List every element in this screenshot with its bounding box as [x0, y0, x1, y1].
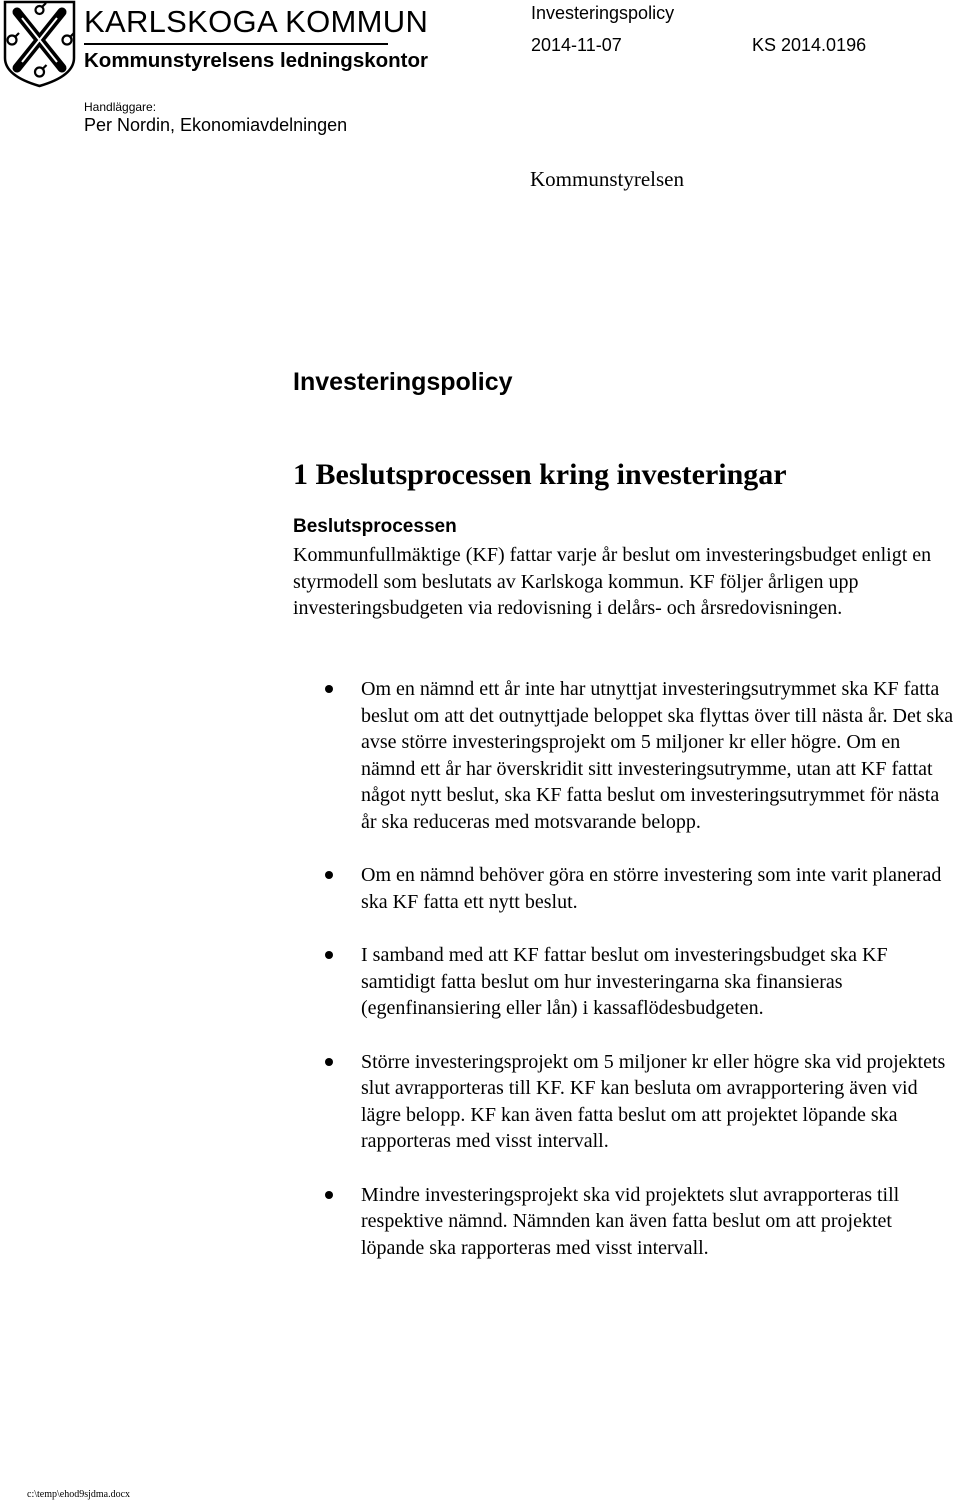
handler-name: Per Nordin, Ekonomiavdelningen: [84, 115, 348, 135]
list-item: [322, 676, 954, 835]
bullet-icon: [325, 1191, 333, 1199]
subheading: Beslutsprocessen: [293, 516, 457, 537]
list-item: [322, 1182, 954, 1262]
list-item-text: Mindre investeringsprojekt ska vid projektets slut avrapporteras till respektive nämnd. Nämnden kan även fatta beslut om att projektet löpande ska rapporteras med visst intervall.: [361, 1183, 900, 1259]
bullet-icon: [325, 871, 333, 879]
coat-of-arms-icon: [0, 0, 80, 88]
document-title: Investeringspolicy: [293, 368, 513, 396]
bullet-icon: [325, 1058, 333, 1066]
document-type: Investeringspolicy: [531, 3, 675, 23]
bullet-icon: [325, 685, 333, 693]
list-item-text: Om en nämnd ett år inte har utnyttjat investeringsutrymmet ska KF fatta beslut om att det outnyttjade beloppet ska flyttas över till nästa år. Det ska avse större investeringsprojekt om 5 miljoner kr eller högre. Om en nämnd ett år har överskridit sitt investeringsutrymme, utan att KF fattat något nytt beslut, ska KF fatta beslut om investeringsutrymmet för nästa år ska reduceras med motsvarande belopp.: [361, 678, 954, 833]
list-item-text: Större investeringsprojekt om 5 miljoner kr eller högre ska vid projektets slut avrapporteras till KF. KF kan besluta om avrapportering även vid lägre belopp. KF kan även fatta beslut om att projektet löpande ska rapporteras med visst intervall.: [361, 1050, 946, 1152]
recipient: Kommunstyrelsen: [530, 167, 684, 191]
document-date: 2014-11-07: [531, 35, 622, 55]
organization-department: Kommunstyrelsens ledningskontor: [84, 49, 429, 72]
list-item: [322, 1049, 954, 1155]
bullet-icon: [325, 951, 333, 959]
header-divider: [84, 43, 388, 45]
list-item-text: I samband med att KF fattar beslut om investeringsbudget ska KF samtidigt fatta beslut om hur investeringarna ska finansieras (egenfinansiering eller lån) i kassaflödesbudgeten.: [361, 944, 888, 1019]
handler-label: Handläggare:: [84, 100, 157, 114]
footer-file-path: c:\temp\ehod9sjdma.docx: [27, 1489, 131, 1500]
organization-name: KARLSKOGA KOMMUN: [84, 4, 429, 39]
list-item: [322, 942, 954, 1022]
list-item-text: Om en nämnd behöver göra en större investering som inte varit planerad ska KF fatta ett nytt beslut.: [361, 864, 942, 913]
bullet-list: [322, 676, 954, 1288]
document-reference: KS 2014.0196: [752, 35, 867, 55]
list-item: [322, 862, 954, 915]
section-heading: 1 Beslutsprocessen kring investeringar: [293, 458, 787, 491]
intro-paragraph: Kommunfullmäktige (KF) fattar varje år beslut om investeringsbudget enligt en styrmodell som beslutats av Karlskoga kommun. KF följer årligen upp investeringsbudgeten via redovisning i delårs- och årsredovisningen.: [293, 544, 932, 619]
